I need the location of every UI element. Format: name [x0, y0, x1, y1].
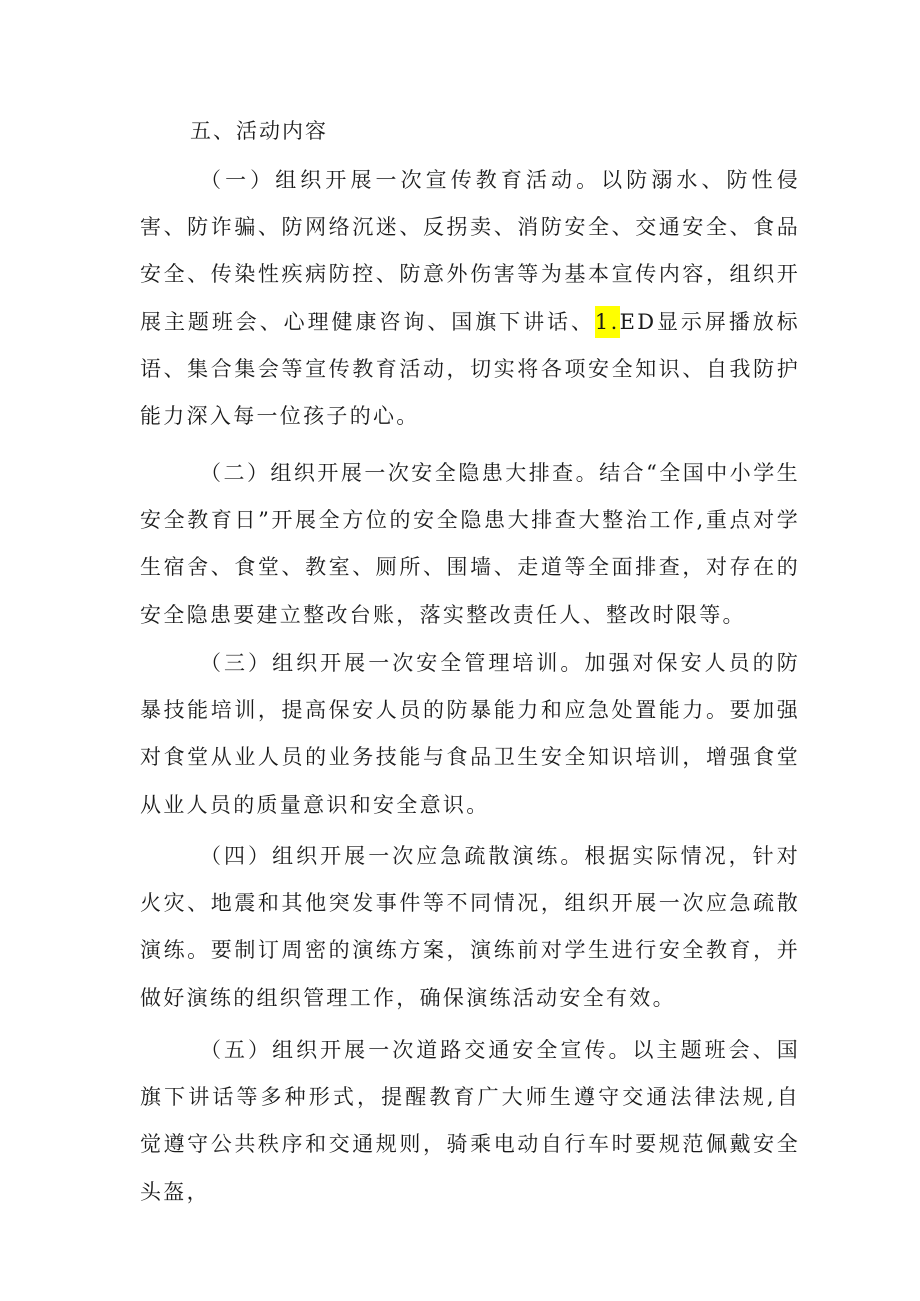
paragraph-traffic-safety: （五）组织开展一次道路交通安全宣传。以主题班会、国旗下讲话等多种形式，提醒教育广大师生遵守交通法律法规,自觉遵守公共秩序和交通规则，骑乘电动自行车时要规范佩戴安全头盔， [140, 1038, 800, 1204]
paragraph-publicity-education [140, 157, 800, 440]
paragraph-text-part: ED显示屏播放标语、集合集会等宣传教育活动，切实将各项安全知识、自我防护能力深入每一位孩子的心。 [140, 309, 800, 429]
highlighted-text: 1. [595, 306, 620, 338]
paragraph-text-part: （一）组织开展一次宣传教育活动。以防溺水、防性侵害、防诈骗、防网络沉迷、反拐卖、消防安全、交通安全、食品安全、传染性疾病防控、防意外伤害等为基本宣传内容，组织开展主题班会、心理健康咨询、国旗下讲话、 [140, 168, 800, 334]
section-heading: 五、活动内容 [190, 119, 328, 143]
paragraph-management-training: （三）组织开展一次安全管理培训。加强对保安人员的防暴技能培训，提高保安人员的防暴能力和应急处置能力。要加强对食堂从业人员的业务技能与食品卫生安全知识培训，增强食堂从业人员的质量意识和安全意识。 [140, 651, 800, 817]
paragraph-evacuation-drill: （四）组织开展一次应急疏散演练。根据实际情况，针对火灾、地震和其他突发事件等不同情况，组织开展一次应急疏散演练。要制订周密的演练方案，演练前对学生进行安全教育，并做好演练的组织管理工作，确保演练活动安全有效。 [140, 844, 800, 1010]
paragraph-hazard-inspection: （二）组织开展一次安全隐患大排查。结合“全国中小学生安全教育日”开展全方位的安全隐患大排查大整治工作,重点对学生宿舍、食堂、教室、厕所、围墙、走道等全面排查，对存在的安全隐患要建立整改台账，落实整改责任人、整改时限等。 [140, 461, 800, 627]
